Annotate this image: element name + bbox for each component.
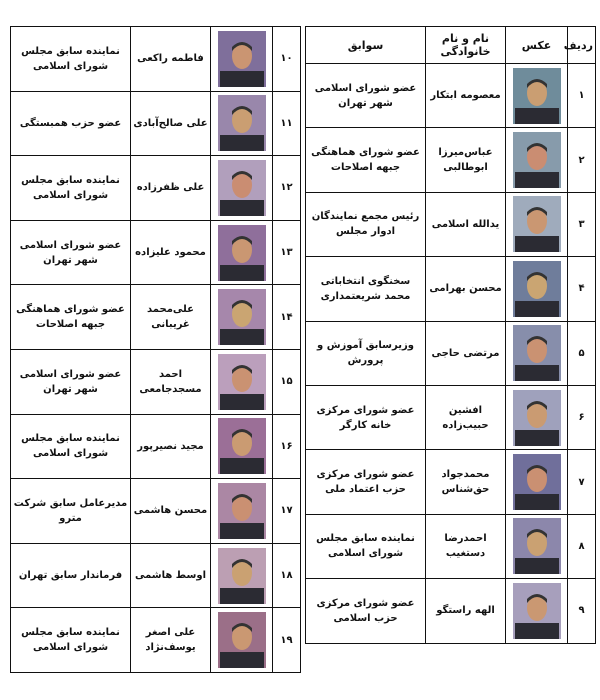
person-history: عضو شورای مرکزی حزب اعتماد ملی	[306, 450, 426, 514]
row-number: ۱۷	[273, 479, 301, 544]
photo-cell	[211, 543, 273, 608]
table-row	[306, 128, 596, 192]
person-name: علی اصغر یوسف‌نژاد	[131, 608, 211, 673]
row-number: ۵	[568, 321, 596, 385]
person-history: عضو حزب همبستگی	[11, 91, 131, 156]
person-history: عضو شورای اسلامی شهر تهران	[11, 349, 131, 414]
portrait-photo	[513, 583, 561, 639]
photo-cell	[506, 450, 568, 514]
row-number: ۱۱	[273, 91, 301, 156]
row-number: ۷	[568, 450, 596, 514]
person-name: یدالله اسلامی	[426, 192, 506, 256]
row-number: ۱۳	[273, 220, 301, 285]
person-name: احمدرضا دستغیب	[426, 514, 506, 578]
person-history: عضو شورای اسلامی شهر تهران	[11, 220, 131, 285]
table-row	[306, 514, 596, 578]
portrait-photo	[513, 132, 561, 188]
person-name: افشین حبیب‌زاده	[426, 385, 506, 449]
members-table-left	[10, 26, 301, 673]
portrait-photo	[218, 225, 266, 281]
table-row	[11, 543, 301, 608]
person-history: نماینده سابق مجلس شورای اسلامی	[11, 156, 131, 221]
portrait-photo	[513, 390, 561, 446]
photo-cell	[211, 479, 273, 544]
portrait-photo	[513, 68, 561, 124]
header-photo: عکس	[506, 27, 568, 64]
photo-cell	[506, 64, 568, 128]
photo-cell	[506, 514, 568, 578]
portrait-photo	[513, 261, 561, 317]
row-number: ۸	[568, 514, 596, 578]
photo-cell	[211, 27, 273, 92]
person-history: نماینده سابق مجلس شورای اسلامی	[11, 414, 131, 479]
photo-cell	[506, 385, 568, 449]
person-history: مدیرعامل سابق شرکت مترو	[11, 479, 131, 544]
row-number: ۱۰	[273, 27, 301, 92]
person-name: مجید نصیرپور	[131, 414, 211, 479]
person-name: احمد مسجدجامعی	[131, 349, 211, 414]
person-history: نماینده سابق مجلس شورای اسلامی	[306, 514, 426, 578]
photo-cell	[211, 414, 273, 479]
person-history: فرماندار سابق تهران	[11, 543, 131, 608]
photo-cell	[211, 349, 273, 414]
table-row	[11, 414, 301, 479]
person-history: رئیس مجمع نمایندگان ادوار مجلس	[306, 192, 426, 256]
portrait-photo	[218, 31, 266, 87]
portrait-photo	[218, 160, 266, 216]
table-row	[306, 192, 596, 256]
table-header-row	[306, 27, 596, 64]
table-row	[11, 608, 301, 673]
person-name: محمود علیزاده	[131, 220, 211, 285]
photo-cell	[211, 285, 273, 350]
person-history: عضو شورای هماهنگی جبهه اصلاحات	[306, 128, 426, 192]
table-row	[11, 27, 301, 92]
person-name: محمدجواد حق‌شناس	[426, 450, 506, 514]
row-number: ۳	[568, 192, 596, 256]
row-number: ۹	[568, 579, 596, 643]
row-number: ۲	[568, 128, 596, 192]
person-history: نماینده سابق مجلس شورای اسلامی	[11, 608, 131, 673]
table-row	[11, 285, 301, 350]
photo-cell	[506, 257, 568, 321]
person-history: عضو شورای مرکزی خانه کارگر	[306, 385, 426, 449]
row-number: ۶	[568, 385, 596, 449]
row-number: ۱۵	[273, 349, 301, 414]
table-row	[11, 349, 301, 414]
person-history: سخنگوی انتخاباتی محمد شریعتمداری	[306, 257, 426, 321]
row-number: ۱۹	[273, 608, 301, 673]
portrait-photo	[218, 289, 266, 345]
photo-cell	[506, 128, 568, 192]
photo-cell	[211, 608, 273, 673]
person-name: عباس‌میرزا ابوطالبی	[426, 128, 506, 192]
table-row	[11, 156, 301, 221]
table-row	[306, 385, 596, 449]
person-history: عضو شورای مرکزی حزب اسلامی	[306, 579, 426, 643]
portrait-photo	[513, 454, 561, 510]
person-name: محسن هاشمی	[131, 479, 211, 544]
table-row	[306, 579, 596, 643]
table-row	[11, 91, 301, 156]
portrait-photo	[218, 95, 266, 151]
row-number: ۱۶	[273, 414, 301, 479]
row-number: ۱۸	[273, 543, 301, 608]
portrait-photo	[513, 518, 561, 574]
header-history: سوابق	[306, 27, 426, 64]
photo-cell	[211, 91, 273, 156]
row-number: ۴	[568, 257, 596, 321]
portrait-photo	[218, 548, 266, 604]
person-history: عضو شورای اسلامی شهر تهران	[306, 64, 426, 128]
members-table-right	[305, 26, 596, 644]
photo-cell	[506, 579, 568, 643]
header-name: نام و نام خانوادگی	[426, 27, 506, 64]
photo-cell	[211, 220, 273, 285]
table-row	[306, 450, 596, 514]
table-row	[11, 479, 301, 544]
row-number: ۱۲	[273, 156, 301, 221]
person-history: وزیرسابق آموزش و پرورش	[306, 321, 426, 385]
portrait-photo	[513, 325, 561, 381]
row-number: ۱	[568, 64, 596, 128]
person-name: علی‌محمد غریبانی	[131, 285, 211, 350]
table-row	[306, 257, 596, 321]
photo-cell	[211, 156, 273, 221]
photo-cell	[506, 321, 568, 385]
portrait-photo	[218, 418, 266, 474]
person-name: محسن بهرامی	[426, 257, 506, 321]
table-row	[306, 64, 596, 128]
portrait-photo	[513, 196, 561, 252]
person-name: الهه راستگو	[426, 579, 506, 643]
table-row	[11, 220, 301, 285]
person-name: معصومه ابتکار	[426, 64, 506, 128]
person-name: فاطمه راکعی	[131, 27, 211, 92]
person-name: مرتضی حاجی	[426, 321, 506, 385]
portrait-photo	[218, 483, 266, 539]
person-name: علی صالح‌آبادی	[131, 91, 211, 156]
table-row	[306, 321, 596, 385]
header-row-no: ردیف	[568, 27, 596, 64]
portrait-photo	[218, 354, 266, 410]
portrait-photo	[218, 612, 266, 668]
person-history: عضو شورای هماهنگی جبهه اصلاحات	[11, 285, 131, 350]
person-history: نماینده سابق مجلس شورای اسلامی	[11, 27, 131, 92]
photo-cell	[506, 192, 568, 256]
row-number: ۱۴	[273, 285, 301, 350]
person-name: علی ظفرزاده	[131, 156, 211, 221]
person-name: اوسط هاشمی	[131, 543, 211, 608]
